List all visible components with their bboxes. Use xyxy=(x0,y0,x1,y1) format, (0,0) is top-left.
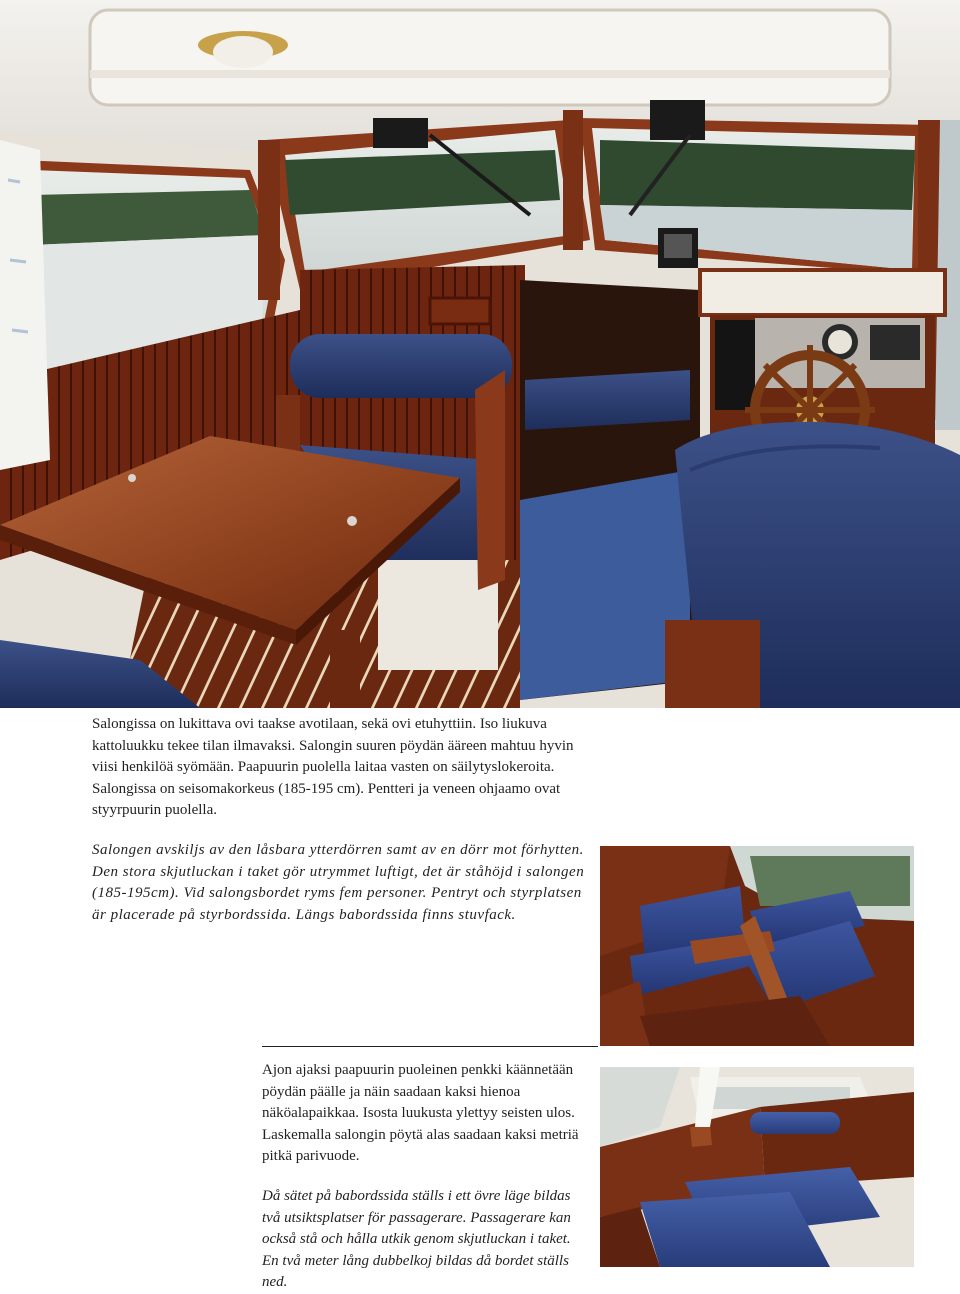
caption-swedish-2: Då sätet på babordssida ställs i ett övre läge bildas två utsiktsplatser för passagerare. Passagerare kan också stå och hålla utkik genom skjutluckan i taket. En två meter lång dubbelkoj bildas då bordet ställs ned. xyxy=(262,1188,571,1291)
caption-swedish-1: Salongen avskiljs av den låsbara ytterdörren samt av en dörr mot förhytten. Den stora skjutluckan i taket gör utrymmet luftigt, det är ståhöjd i salongen (185-195cm). Vid salongsbordet ryms fem personer. Pentryt och styrplatsen är placerade på styrbordssida. Längs babordssida finns stuvfack. xyxy=(92,842,585,923)
divider-rule xyxy=(262,1046,598,1047)
saloon-berth-photo xyxy=(600,1067,914,1267)
caption-finnish-2: Ajon ajaksi paapuurin puoleinen penkki käännetään pöydän päälle ja näin saadaan kaksi hienoa näköalapaikkaa. Isosta luukusta ylettyy seisten ulos. Laskemalla salongin pöytä alas saadaan kaksi metriä pitkä parivuode. xyxy=(262,1062,579,1165)
saloon-seating-photo xyxy=(600,846,914,1046)
caption-finnish-1: Salongissa on lukittava ovi taakse avotilaan, sekä ovi etuhyttiin. Iso liukuva kattoluukku tekee tilan ilmavaksi. Salongin suuren pöydän ääreen mahtuu hyvin viisi henkilöä syömään. Paapuurin puolella laitaa vasten on säilytyslokeroita. Salongissa on seisomakorkeus (185-195 cm). Pentteri ja veneen ohjaamo ovat styyrpuurin puolella. xyxy=(92,716,574,819)
